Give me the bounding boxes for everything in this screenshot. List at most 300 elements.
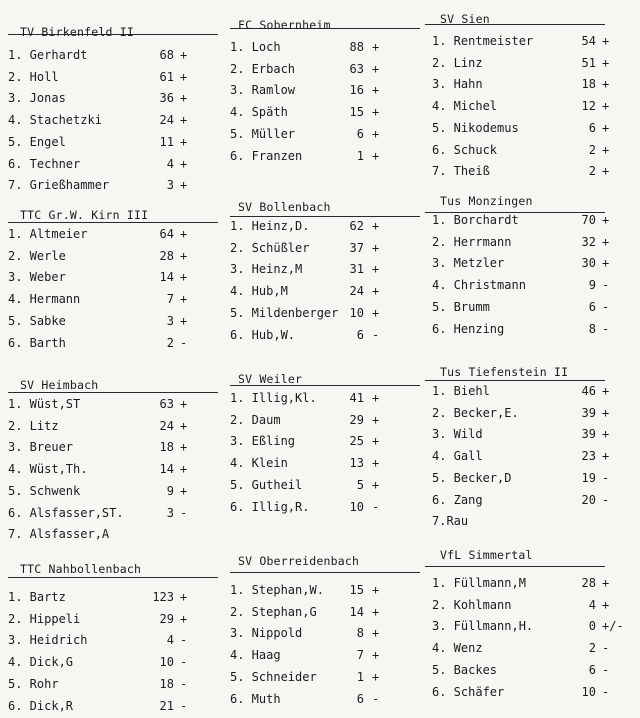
player-score: 63 (159, 397, 174, 411)
player-row (432, 471, 638, 489)
score-sign: + (372, 477, 380, 492)
player-name: 4. Haag (230, 648, 281, 663)
player-score: 7 (356, 648, 364, 663)
player-score: 64 (159, 227, 174, 241)
player-name: 4. Christmann (432, 278, 526, 293)
player-row (8, 440, 216, 458)
player-score: 24 (159, 113, 174, 128)
player-score: 19 (581, 470, 596, 485)
player-row (8, 633, 216, 651)
player-row (432, 663, 638, 681)
player-score: 11 (159, 134, 174, 149)
player-score: 30 (581, 256, 596, 271)
player-score: 14 (159, 462, 174, 477)
player-name: 5. Becker,D (432, 470, 512, 485)
header-rule (230, 216, 420, 217)
player-name: 5. Nikodemus (432, 120, 519, 135)
player-score: 15 (349, 105, 364, 120)
score-sign: + (372, 305, 380, 320)
score-sign: - (602, 470, 610, 485)
player-score: 3 (166, 313, 174, 328)
team-name: Tus Monzingen (440, 194, 533, 208)
player-score: 16 (349, 83, 364, 98)
score-sign: + (602, 213, 610, 227)
team-name: TV Birkenfeld II (20, 25, 134, 39)
player-name: 6. Henzing (432, 321, 505, 336)
player-score: 2 (588, 164, 596, 179)
score-sign: - (180, 633, 188, 648)
score-sign: - (180, 505, 188, 520)
player-score: 6 (356, 126, 364, 141)
player-score: 70 (581, 213, 596, 227)
player-name: 1. Rentmeister (432, 34, 534, 48)
score-sign: + (180, 178, 188, 193)
player-name: 2. Erbach (230, 61, 296, 76)
header-rule (425, 566, 605, 567)
player-score: 54 (581, 34, 596, 48)
player-score: 7 (166, 292, 174, 307)
player-name: 2. Holl (8, 69, 59, 84)
player-name: 2. Litz (8, 418, 59, 433)
player-name: 6. Dick,R (8, 698, 74, 713)
team-name: SV Bollenbach (238, 200, 331, 214)
player-score: 1 (356, 669, 364, 684)
score-sign: + (180, 48, 188, 62)
player-score: 36 (159, 91, 174, 106)
player-score: 9 (588, 278, 596, 293)
player-score: 25 (349, 434, 364, 449)
player-row (230, 284, 408, 302)
player-name: 3. Füllmann,H. (432, 619, 534, 634)
player-name: 5. Gutheil (230, 477, 303, 492)
team-name: SV Sien (440, 12, 490, 26)
score-sign: + (372, 604, 380, 619)
score-sign: - (602, 684, 610, 699)
score-sign: + (602, 142, 610, 157)
team-name: TTC Nahbollenbach (20, 562, 142, 576)
player-score: 2 (166, 335, 174, 350)
player-score: 6 (588, 299, 596, 314)
player-name: 6. Schäfer (432, 684, 505, 699)
score-sign: + (372, 219, 380, 233)
player-name: 2. Schüßler (230, 240, 310, 255)
player-name: 4. Gall (432, 449, 483, 464)
player-row (230, 105, 408, 123)
score-sign: +/- (602, 619, 624, 634)
player-score: 4 (166, 633, 174, 648)
player-row (432, 235, 638, 253)
player-name: 4. Stachetzki (8, 113, 102, 128)
player-row (8, 484, 216, 502)
player-name: 2. Linz (432, 55, 483, 70)
team-name: SV Weiler (238, 372, 303, 386)
score-sign: - (602, 299, 610, 314)
player-row (8, 590, 216, 608)
player-name: 6. Muth (230, 691, 281, 706)
player-row (230, 306, 408, 324)
score-sign: + (372, 284, 380, 299)
player-score: 1 (356, 148, 364, 163)
player-name: 3. Nippold (230, 626, 303, 641)
player-name: 2. Werle (8, 248, 66, 263)
player-row (432, 384, 638, 402)
player-row (432, 278, 638, 296)
player-row (230, 262, 408, 280)
player-row (8, 612, 216, 630)
score-sign: + (180, 462, 188, 477)
player-name: 3. Jonas (8, 91, 66, 106)
score-sign: + (602, 120, 610, 135)
player-name: 7. Grießhammer (8, 178, 110, 193)
player-row (230, 648, 408, 666)
player-row (230, 500, 408, 518)
header-rule (230, 572, 420, 573)
player-row (432, 34, 638, 52)
player-score: 37 (349, 240, 364, 255)
score-sign: + (180, 134, 188, 149)
score-sign: + (602, 234, 610, 249)
player-row (8, 270, 216, 288)
player-row (230, 583, 408, 601)
player-name: 3. Heidrich (8, 633, 88, 648)
player-name: 4. Wüst,Th. (8, 462, 88, 477)
player-name: 3. Heinz,M (230, 262, 303, 277)
player-name: 2. Kohlmann (432, 597, 512, 612)
score-sign: + (602, 576, 610, 590)
player-name: 1. Wüst,ST (8, 397, 81, 411)
score-sign: + (372, 456, 380, 471)
score-sign: + (602, 405, 610, 420)
player-score: 13 (349, 456, 364, 471)
score-sign: + (180, 397, 188, 411)
team-name: VfL Simmertal (440, 548, 533, 562)
score-sign: - (180, 698, 188, 713)
player-name: 1. Bartz (8, 590, 66, 604)
player-score: 10 (159, 655, 174, 670)
score-sign: - (602, 641, 610, 656)
player-score: 15 (349, 583, 364, 597)
player-score: 51 (581, 55, 596, 70)
player-score: 24 (349, 284, 364, 299)
player-row (432, 77, 638, 95)
score-sign: + (180, 69, 188, 84)
score-sign: + (180, 590, 188, 604)
player-row (432, 576, 638, 594)
player-name: 7. Alsfasser,A (8, 527, 110, 542)
score-sign: - (372, 499, 380, 514)
team-name: Tus Tiefenstein II (440, 365, 569, 379)
player-row (230, 127, 408, 145)
player-score: 18 (159, 676, 174, 691)
player-row (8, 113, 216, 131)
player-name: 1. Biehl (432, 384, 490, 398)
player-score: 9 (166, 483, 174, 498)
score-sign: + (372, 105, 380, 120)
score-sign: + (602, 427, 610, 442)
player-row (230, 149, 408, 167)
score-sign: + (372, 412, 380, 427)
player-score: 68 (159, 48, 174, 62)
score-sign: - (372, 327, 380, 342)
score-sign: + (602, 256, 610, 271)
player-name: 1. Heinz,D. (230, 219, 310, 233)
player-row (230, 391, 408, 409)
player-row (8, 677, 216, 695)
score-sign: + (372, 669, 380, 684)
player-name: 1. Loch (230, 40, 281, 54)
player-name: 3. Ramlow (230, 83, 296, 98)
player-name: 7. Theiß (432, 164, 490, 179)
player-row (8, 506, 216, 524)
player-name: 5. Mildenberger (230, 305, 339, 320)
player-score: 46 (581, 384, 596, 398)
player-row (230, 670, 408, 688)
player-row (8, 157, 216, 175)
player-row (230, 219, 408, 237)
player-name: 5. Backes (432, 662, 498, 677)
score-sign: + (180, 483, 188, 498)
score-sign: + (602, 597, 610, 612)
player-name: 5. Brumm (432, 299, 490, 314)
player-row (432, 493, 638, 511)
player-name: 4. Späth (230, 105, 288, 120)
player-name: 5. Engel (8, 134, 66, 149)
player-name: 2. Stephan,G (230, 604, 317, 619)
player-name: 1. Illig,Kl. (230, 391, 317, 405)
score-sign: + (372, 148, 380, 163)
player-row (8, 178, 216, 196)
player-score: 39 (581, 427, 596, 442)
player-row (432, 322, 638, 340)
player-row (432, 56, 638, 74)
score-sign: + (180, 440, 188, 455)
player-name: 3. Eßling (230, 434, 296, 449)
player-row (230, 456, 408, 474)
score-sign: + (180, 611, 188, 626)
player-name: 6. Zang (432, 492, 483, 507)
player-row (8, 292, 216, 310)
player-row (8, 655, 216, 673)
score-sign: + (180, 313, 188, 328)
player-name: 5. Rohr (8, 676, 59, 691)
score-sign: + (372, 626, 380, 641)
player-score: 18 (159, 440, 174, 455)
player-row (8, 462, 216, 480)
player-name: 5. Schwenk (8, 483, 81, 498)
player-score: 8 (356, 626, 364, 641)
player-score: 6 (588, 662, 596, 677)
player-name: 7.Rau (432, 514, 469, 529)
player-name: 5. Müller (230, 126, 296, 141)
player-score: 12 (581, 99, 596, 114)
player-name: 2. Becker,E. (432, 405, 519, 420)
header-rule (8, 222, 218, 223)
team-name: TTC Gr.W. Kirn III (20, 208, 149, 222)
player-row (8, 70, 216, 88)
score-sign: + (180, 270, 188, 285)
player-score: 10 (581, 684, 596, 699)
player-score: 3 (166, 505, 174, 520)
player-score: 6 (588, 120, 596, 135)
player-row (432, 685, 638, 703)
player-score: 41 (349, 391, 364, 405)
player-score: 29 (349, 412, 364, 427)
player-row (432, 143, 638, 161)
player-row (432, 300, 638, 318)
score-sign: + (602, 384, 610, 398)
score-sign: - (602, 662, 610, 677)
player-name: 4. Michel (432, 99, 498, 114)
score-sign: + (602, 55, 610, 70)
player-name: 1. Stephan,W. (230, 583, 324, 597)
player-score: 4 (588, 597, 596, 612)
score-sign: - (372, 691, 380, 706)
player-score: 18 (581, 77, 596, 92)
player-score: 61 (159, 69, 174, 84)
player-score: 28 (581, 576, 596, 590)
score-sign: + (372, 434, 380, 449)
player-row (230, 40, 408, 58)
score-sign: + (372, 61, 380, 76)
player-score: 123 (152, 590, 174, 604)
player-row (432, 619, 638, 637)
score-sign: + (180, 227, 188, 241)
score-sign: - (180, 335, 188, 350)
player-score: 0 (588, 619, 596, 634)
player-score: 8 (588, 321, 596, 336)
team-name: SV Oberreidenbach (238, 554, 360, 568)
player-row (432, 256, 638, 274)
score-sign: + (372, 240, 380, 255)
player-row (432, 641, 638, 659)
player-name: 4. Klein (230, 456, 288, 471)
score-sign: - (602, 278, 610, 293)
player-row (230, 62, 408, 80)
player-score: 24 (159, 418, 174, 433)
player-score: 6 (356, 327, 364, 342)
score-sign: + (180, 156, 188, 171)
player-name: 1. Füllmann,M (432, 576, 526, 590)
score-sign: + (602, 449, 610, 464)
score-sign: - (602, 492, 610, 507)
score-sign: + (372, 583, 380, 597)
player-row (8, 135, 216, 153)
score-sign: + (372, 126, 380, 141)
player-name: 4. Hermann (8, 292, 81, 307)
player-name: 1. Gerhardt (8, 48, 88, 62)
player-row (432, 406, 638, 424)
player-score: 62 (349, 219, 364, 233)
player-row (230, 434, 408, 452)
player-score: 4 (166, 156, 174, 171)
player-score: 39 (581, 405, 596, 420)
player-name: 4. Dick,G (8, 655, 74, 670)
player-name: 6. Techner (8, 156, 81, 171)
player-row (230, 478, 408, 496)
player-row (230, 692, 408, 710)
player-score: 14 (159, 270, 174, 285)
score-sign: + (372, 391, 380, 405)
team-name: FC Sobernheim (238, 18, 331, 32)
score-sign: + (180, 91, 188, 106)
score-sign: + (372, 648, 380, 663)
player-row (8, 48, 216, 66)
score-sign: + (180, 248, 188, 263)
player-row (432, 598, 638, 616)
score-sign: + (602, 77, 610, 92)
player-row (230, 83, 408, 101)
player-score: 6 (356, 691, 364, 706)
player-row (230, 605, 408, 623)
player-row (8, 397, 216, 415)
player-score: 63 (349, 61, 364, 76)
header-rule (425, 380, 605, 381)
score-sign: + (180, 418, 188, 433)
player-score: 28 (159, 248, 174, 263)
player-name: 4. Hub,M (230, 284, 288, 299)
player-name: 2. Hippeli (8, 611, 81, 626)
score-sign: - (602, 321, 610, 336)
player-row (432, 164, 638, 182)
player-name: 3. Wild (432, 427, 483, 442)
player-row (8, 699, 216, 717)
score-sign: + (602, 99, 610, 114)
player-row (8, 227, 216, 245)
player-score: 21 (159, 698, 174, 713)
player-name: 6. Schuck (432, 142, 498, 157)
player-name: 6. Barth (8, 335, 66, 350)
player-name: 3. Weber (8, 270, 66, 285)
score-sign: + (180, 113, 188, 128)
player-row (8, 314, 216, 332)
player-score: 31 (349, 262, 364, 277)
player-row (230, 328, 408, 346)
player-name: 2. Daum (230, 412, 281, 427)
player-name: 6. Alsfasser,ST. (8, 505, 124, 520)
player-score: 2 (588, 641, 596, 656)
player-score: 20 (581, 492, 596, 507)
player-name: 5. Schneider (230, 669, 317, 684)
player-score: 10 (349, 499, 364, 514)
player-row (230, 626, 408, 644)
player-score: 5 (356, 477, 364, 492)
score-sign: + (602, 34, 610, 48)
player-row (8, 419, 216, 437)
player-row (432, 121, 638, 139)
player-score: 88 (349, 40, 364, 54)
header-rule (8, 577, 218, 578)
player-row (432, 213, 638, 231)
player-row (8, 336, 216, 354)
player-row (8, 91, 216, 109)
score-sign: + (372, 40, 380, 54)
score-sign: + (180, 292, 188, 307)
player-row (432, 99, 638, 117)
player-name: 2. Herrmann (432, 234, 512, 249)
score-sign: - (180, 676, 188, 691)
player-row (8, 249, 216, 267)
player-score: 29 (159, 611, 174, 626)
player-score: 14 (349, 604, 364, 619)
player-name: 5. Sabke (8, 313, 66, 328)
player-row (8, 527, 216, 545)
player-row (230, 241, 408, 259)
player-row (432, 427, 638, 445)
team-name: SV Heimbach (20, 378, 99, 392)
player-score: 2 (588, 142, 596, 157)
player-name: 1. Borchardt (432, 213, 519, 227)
player-name: 4. Wenz (432, 641, 483, 656)
